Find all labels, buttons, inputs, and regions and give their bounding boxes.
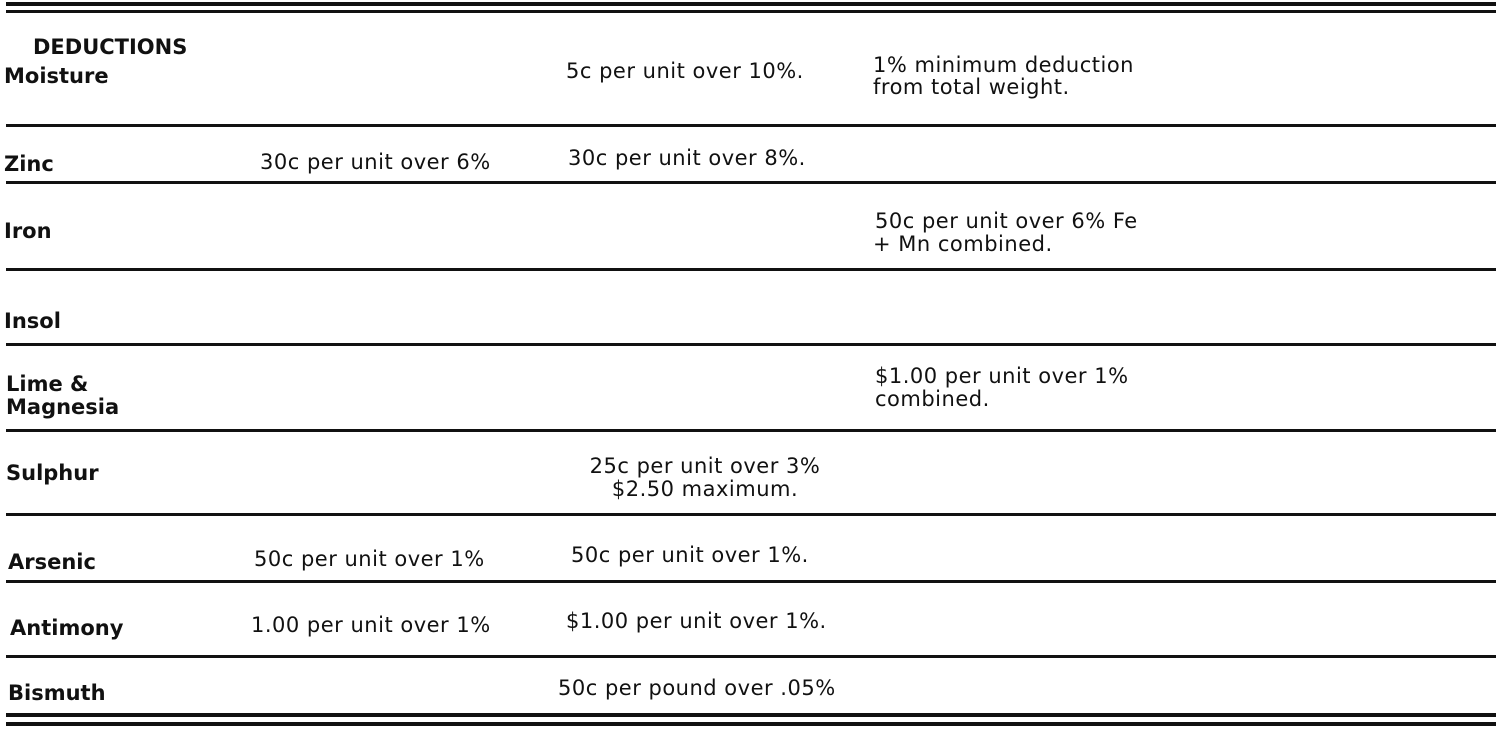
row-label-moisture: Moisture xyxy=(4,64,109,88)
row-sulphur-col2-line1: 25c per unit over 3% xyxy=(589,454,821,478)
row-arsenic-col1: 50c per unit over 1% xyxy=(254,547,485,571)
row-moisture-col3-line1: 1% minimum deduction xyxy=(873,53,1134,77)
row-divider xyxy=(6,124,1496,127)
row-sulphur-col2-line2: $2.50 maximum. xyxy=(611,477,799,501)
row-moisture-col2: 5c per unit over 10%. xyxy=(566,59,804,83)
row-divider xyxy=(6,343,1496,346)
row-moisture-col3-line2: from total weight. xyxy=(873,75,1070,99)
row-label-insol: Insol xyxy=(4,309,61,333)
row-divider xyxy=(6,655,1496,658)
row-divider xyxy=(6,513,1496,516)
row-zinc-col1: 30c per unit over 6% xyxy=(260,150,491,174)
row-label-bismuth: Bismuth xyxy=(8,681,106,705)
bottom-rule-1 xyxy=(6,713,1496,717)
row-antimony-col2: $1.00 per unit over 1%. xyxy=(566,609,827,633)
row-iron-col3-line2: + Mn combined. xyxy=(873,232,1053,256)
row-antimony-col1: 1.00 per unit over 1% xyxy=(251,613,491,637)
row-label-arsenic: Arsenic xyxy=(8,550,96,574)
row-bismuth-col2: 50c per pound over .05% xyxy=(558,676,836,700)
row-lime-col3-line2: combined. xyxy=(875,387,990,411)
section-heading: DEDUCTIONS xyxy=(33,35,188,59)
row-label-iron: Iron xyxy=(4,219,52,243)
top-rule-2 xyxy=(6,10,1496,13)
row-divider xyxy=(6,580,1496,583)
row-zinc-col2: 30c per unit over 8%. xyxy=(568,146,806,170)
row-label-lime-line2: Magnesia xyxy=(6,395,120,419)
row-label-lime-line1: Lime & xyxy=(6,372,89,396)
row-label-zinc: Zinc xyxy=(4,152,54,176)
row-arsenic-col2: 50c per unit over 1%. xyxy=(571,543,809,567)
row-label-sulphur: Sulphur xyxy=(6,461,99,485)
row-lime-col3-line1: $1.00 per unit over 1% xyxy=(875,364,1129,388)
top-rule-1 xyxy=(6,2,1496,6)
row-iron-col3-line1: 50c per unit over 6% Fe xyxy=(875,209,1138,233)
row-divider xyxy=(6,181,1496,184)
bottom-rule-2 xyxy=(6,722,1496,726)
row-divider xyxy=(6,429,1496,432)
row-label-antimony: Antimony xyxy=(10,616,124,640)
row-divider xyxy=(6,268,1496,271)
